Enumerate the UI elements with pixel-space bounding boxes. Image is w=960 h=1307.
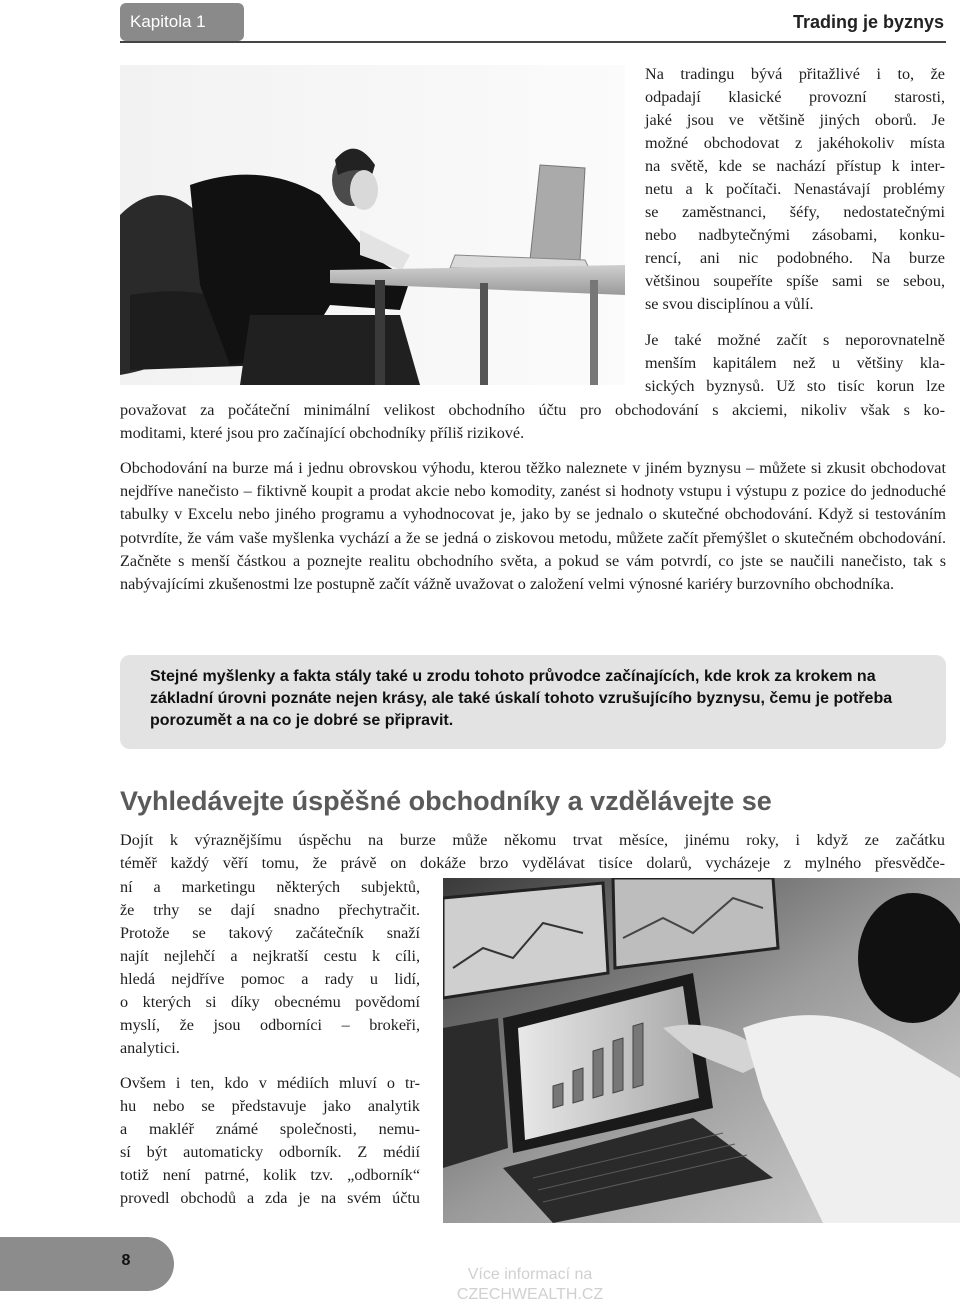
footer-link-line-1: Více informací na — [467, 1266, 593, 1283]
text-line: provedl obchodů a zda je na svém účtu — [120, 1189, 420, 1207]
text-line: na světě, kde se nachází přístup k inter- — [645, 157, 945, 175]
text-line: menším kapitálem než u většiny kla- — [645, 354, 945, 372]
header-rule — [120, 41, 946, 43]
text-line: Protože se takový začátečník snaží — [120, 924, 420, 942]
chapter-label: Kapitola 1 — [130, 12, 206, 31]
text-line: o kterých si díky obecnému povědomí — [120, 993, 420, 1011]
text-line: netu a k počítači. Nenastávají problémy — [645, 180, 945, 198]
trader-monitors-illustration — [443, 878, 960, 1223]
text-line: považovat za počáteční minimální velikost obchodního účtu pro obchodování s akciemi, nikoliv však s ko- — [120, 401, 945, 419]
text-line: nebo nadbytečnými zásobami, konku- — [645, 226, 945, 244]
text-line: Ovšem i ten, kdo v médiích mluví o tr- — [120, 1074, 420, 1092]
text-line: Je také možné začít s neporovnatelně — [645, 331, 945, 349]
page-number-tab — [0, 1237, 174, 1291]
text-line: hledá nejdříve pomoc a rady u lidí, — [120, 970, 420, 988]
text-line: jaké jsou ve většině jiných oborů. Je — [645, 111, 945, 129]
footer-link-line-2: CZECHWEALTH.CZ — [456, 1286, 604, 1303]
text-line: možné obchodovat z jakéhokoliv místa — [645, 134, 945, 152]
chapter-tab — [120, 3, 244, 41]
trader-monitors-photo — [443, 878, 960, 1223]
text-line: se zaměstnanci, šéfy, nedostatečnými — [645, 203, 945, 221]
callout-text: Stejné myšlenky a fakta stály také u zrodu tohoto průvodce začínajících, kde krok za krokem na základní úrovni poznáte nejen krásy, ale také úskalí tohoto vzrušujícího byznysu, čemu je potřeba porozumět a na co je dobré se připravit. — [150, 668, 893, 729]
text-line: moditami, které jsou pro začínající obchodníky příliš rizikové. — [120, 424, 525, 442]
section-title: Vyhledávejte úspěšné obchodníky a vzdělávejte se — [120, 786, 772, 816]
text-line: většinou soupeříte spíše sami se sebou, — [645, 272, 945, 290]
text-line: analytici. — [120, 1039, 180, 1057]
text-line: téměř každý věří tomu, že právě on dokáže brzo vydělávat tisíce dolarů, vycházeje z mylného přesvědče- — [120, 854, 945, 872]
text-line: že trhy se dají snadno přechytračit. — [120, 901, 420, 919]
text-line: najít nejlehčí a nejkratší cestu k cíli, — [120, 947, 420, 965]
woman-at-laptop-photo — [120, 65, 625, 385]
text-line: hu nebo se představuje jako analytik — [120, 1097, 420, 1115]
text-line: myslí, že jsou odborníci – brokeři, — [120, 1016, 420, 1034]
text-line: a makléř známé společnosti, nemu- — [120, 1120, 420, 1138]
woman-at-laptop-illustration — [120, 65, 625, 385]
text-line: sí být automaticky odborník. Z médií — [120, 1143, 420, 1161]
text-line: totiž není patrné, kolik tzv. „odborník“ — [120, 1166, 420, 1184]
text-line: Na tradingu bývá přitažlivé i to, že — [645, 65, 945, 83]
text-line: sických byznysů. Už sto tisíc korun lze — [645, 377, 945, 395]
text-line: ní a marketingu některých subjektů, — [120, 878, 420, 896]
body-paragraph: Obchodování na burze má i jednu obrovskou výhodu, kterou těžko naleznete v jiném byznysu – můžete si zkusit obchodovat nejdříve nanečisto – fiktivně koupit a prodat akcie nebo komodity, zanést si hodnoty vstupu i výstupu z pozice do jednoduché tabulky v Excelu nebo jiného programu a vyhodnocovat je, jako by se jednalo o skutečné obchodování. Když si testováním potvrdíte, že vám vaše myšlenka vychází a že se jedná o ziskovou metodu, můžete začít přemýšlet o skutečném obchodování. Začněte s menší částkou a poznejte realitu obchodního světa, a pokud se vám potvrdí, co jste se naučili nanečisto, tak s nabývajícími zkušenostmi lze postupně začít vážně uvažovat o založení velmi výnosné kariéry burzovního obchodníka. — [120, 459, 946, 594]
callout-box — [120, 655, 946, 749]
text-line: rencí, ani nic podobného. Na burze — [645, 249, 945, 267]
footer-website-link[interactable] — [430, 1265, 630, 1305]
running-title: Trading je byznys — [792, 12, 944, 32]
page-number: 8 — [121, 1252, 131, 1269]
text-line: odpadají klasické provozní starosti, — [645, 88, 945, 106]
text-line: se svou disciplínou a vůlí. — [645, 295, 814, 313]
text-line: Dojít k výraznějšímu úspěchu na burze může někomu trvat měsíce, jinému roky, i když ze začátku — [120, 831, 945, 849]
